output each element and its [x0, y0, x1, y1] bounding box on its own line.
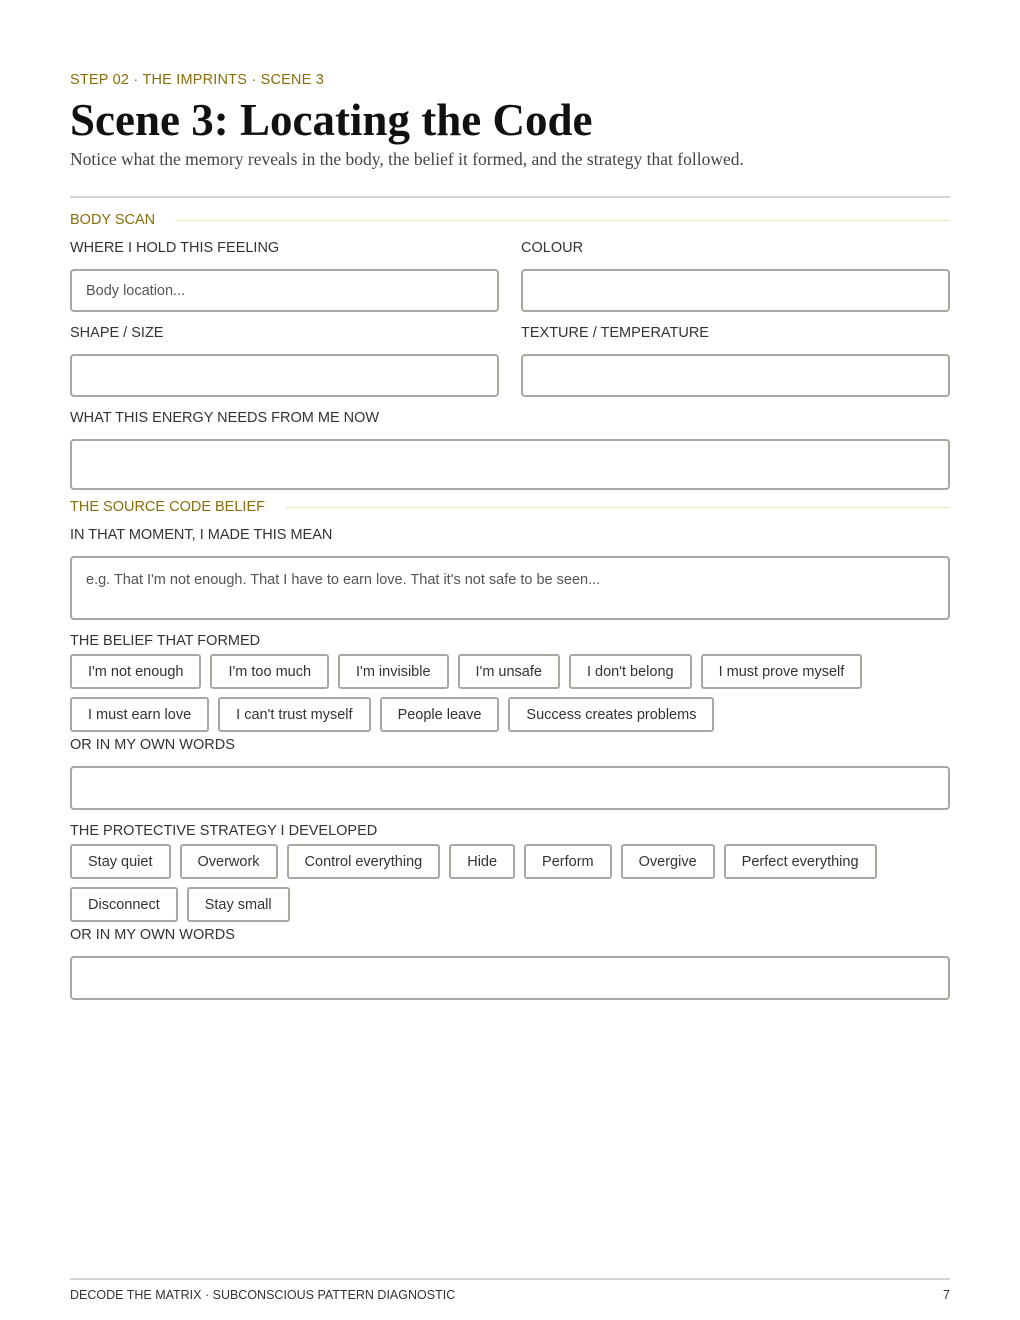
- workbook-page: [70, 0, 950, 1320]
- section-divider: [285, 507, 950, 508]
- colour-input[interactable]: [521, 269, 950, 312]
- texture-temperature-input[interactable]: [521, 354, 950, 397]
- section-heading: THE SOURCE CODE BELIEF: [70, 499, 265, 515]
- strategy-chip[interactable]: Overwork: [180, 844, 278, 879]
- strategy-chip[interactable]: Perform: [524, 844, 612, 879]
- strategy-chip[interactable]: Stay small: [187, 887, 290, 922]
- belief-label: THE BELIEF THAT FORMED: [70, 633, 261, 649]
- meaning-placeholder: e.g. That I'm not enough. That I have to earn love. That it's not safe to be seen...: [86, 572, 601, 588]
- energy-needs-input[interactable]: [70, 439, 950, 490]
- strategy-chip[interactable]: Control everything: [287, 844, 441, 879]
- colour-label: COLOUR: [521, 240, 584, 256]
- header-divider: [70, 196, 950, 198]
- step-kicker: STEP 02 · THE IMPRINTS · SCENE 3: [70, 72, 325, 88]
- strategy-chip[interactable]: Hide: [449, 844, 515, 879]
- strategy-chips-row-1: [70, 844, 877, 879]
- page-subtitle: Notice what the memory reveals in the body, the belief it formed, and the strategy that followed.: [70, 149, 744, 169]
- shape-size-input[interactable]: [70, 354, 499, 397]
- belief-own-words-input[interactable]: [70, 766, 950, 810]
- section-body-scan: [70, 212, 950, 228]
- section-divider: [175, 220, 950, 221]
- body-location-placeholder: Body location...: [86, 282, 186, 299]
- strategy-own-words-input[interactable]: [70, 956, 950, 1000]
- belief-chip[interactable]: I must prove myself: [701, 654, 863, 689]
- strategy-chips-row-2: [70, 887, 290, 922]
- section-heading: BODY SCAN: [70, 212, 156, 228]
- belief-chips-row-2: [70, 697, 714, 732]
- belief-chip[interactable]: I'm invisible: [338, 654, 448, 689]
- page-title: Scene 3: Locating the Code: [70, 95, 593, 145]
- belief-chip[interactable]: I'm not enough: [70, 654, 201, 689]
- section-source-code-belief: [70, 499, 950, 515]
- body-location-input[interactable]: [70, 269, 499, 312]
- belief-chip[interactable]: I'm unsafe: [458, 654, 560, 689]
- shape-label: SHAPE / SIZE: [70, 325, 164, 341]
- own-words-label-2: OR IN MY OWN WORDS: [70, 927, 235, 943]
- strategy-chip[interactable]: Stay quiet: [70, 844, 171, 879]
- belief-chip[interactable]: I don't belong: [569, 654, 692, 689]
- footer-divider: [70, 1278, 950, 1280]
- strategy-chip[interactable]: Perfect everything: [724, 844, 877, 879]
- meaning-textarea[interactable]: [70, 556, 950, 620]
- page-number: 7: [943, 1288, 950, 1302]
- belief-chip[interactable]: Success creates problems: [508, 697, 714, 732]
- strategy-label: THE PROTECTIVE STRATEGY I DEVELOPED: [70, 823, 378, 839]
- texture-label: TEXTURE / TEMPERATURE: [521, 325, 709, 341]
- meaning-label: IN THAT MOMENT, I MADE THIS MEAN: [70, 527, 333, 543]
- belief-chips-row-1: [70, 654, 862, 689]
- strategy-chip[interactable]: Disconnect: [70, 887, 178, 922]
- where-label: WHERE I HOLD THIS FEELING: [70, 240, 280, 256]
- belief-chip[interactable]: I'm too much: [210, 654, 329, 689]
- belief-chip[interactable]: I must earn love: [70, 697, 209, 732]
- belief-chip[interactable]: People leave: [380, 697, 500, 732]
- needs-label: WHAT THIS ENERGY NEEDS FROM ME NOW: [70, 410, 380, 426]
- belief-chip[interactable]: I can't trust myself: [218, 697, 370, 732]
- own-words-label: OR IN MY OWN WORDS: [70, 737, 235, 753]
- strategy-chip[interactable]: Overgive: [621, 844, 715, 879]
- footer-title: DECODE THE MATRIX · SUBCONSCIOUS PATTERN DIAGNOSTIC: [70, 1288, 456, 1302]
